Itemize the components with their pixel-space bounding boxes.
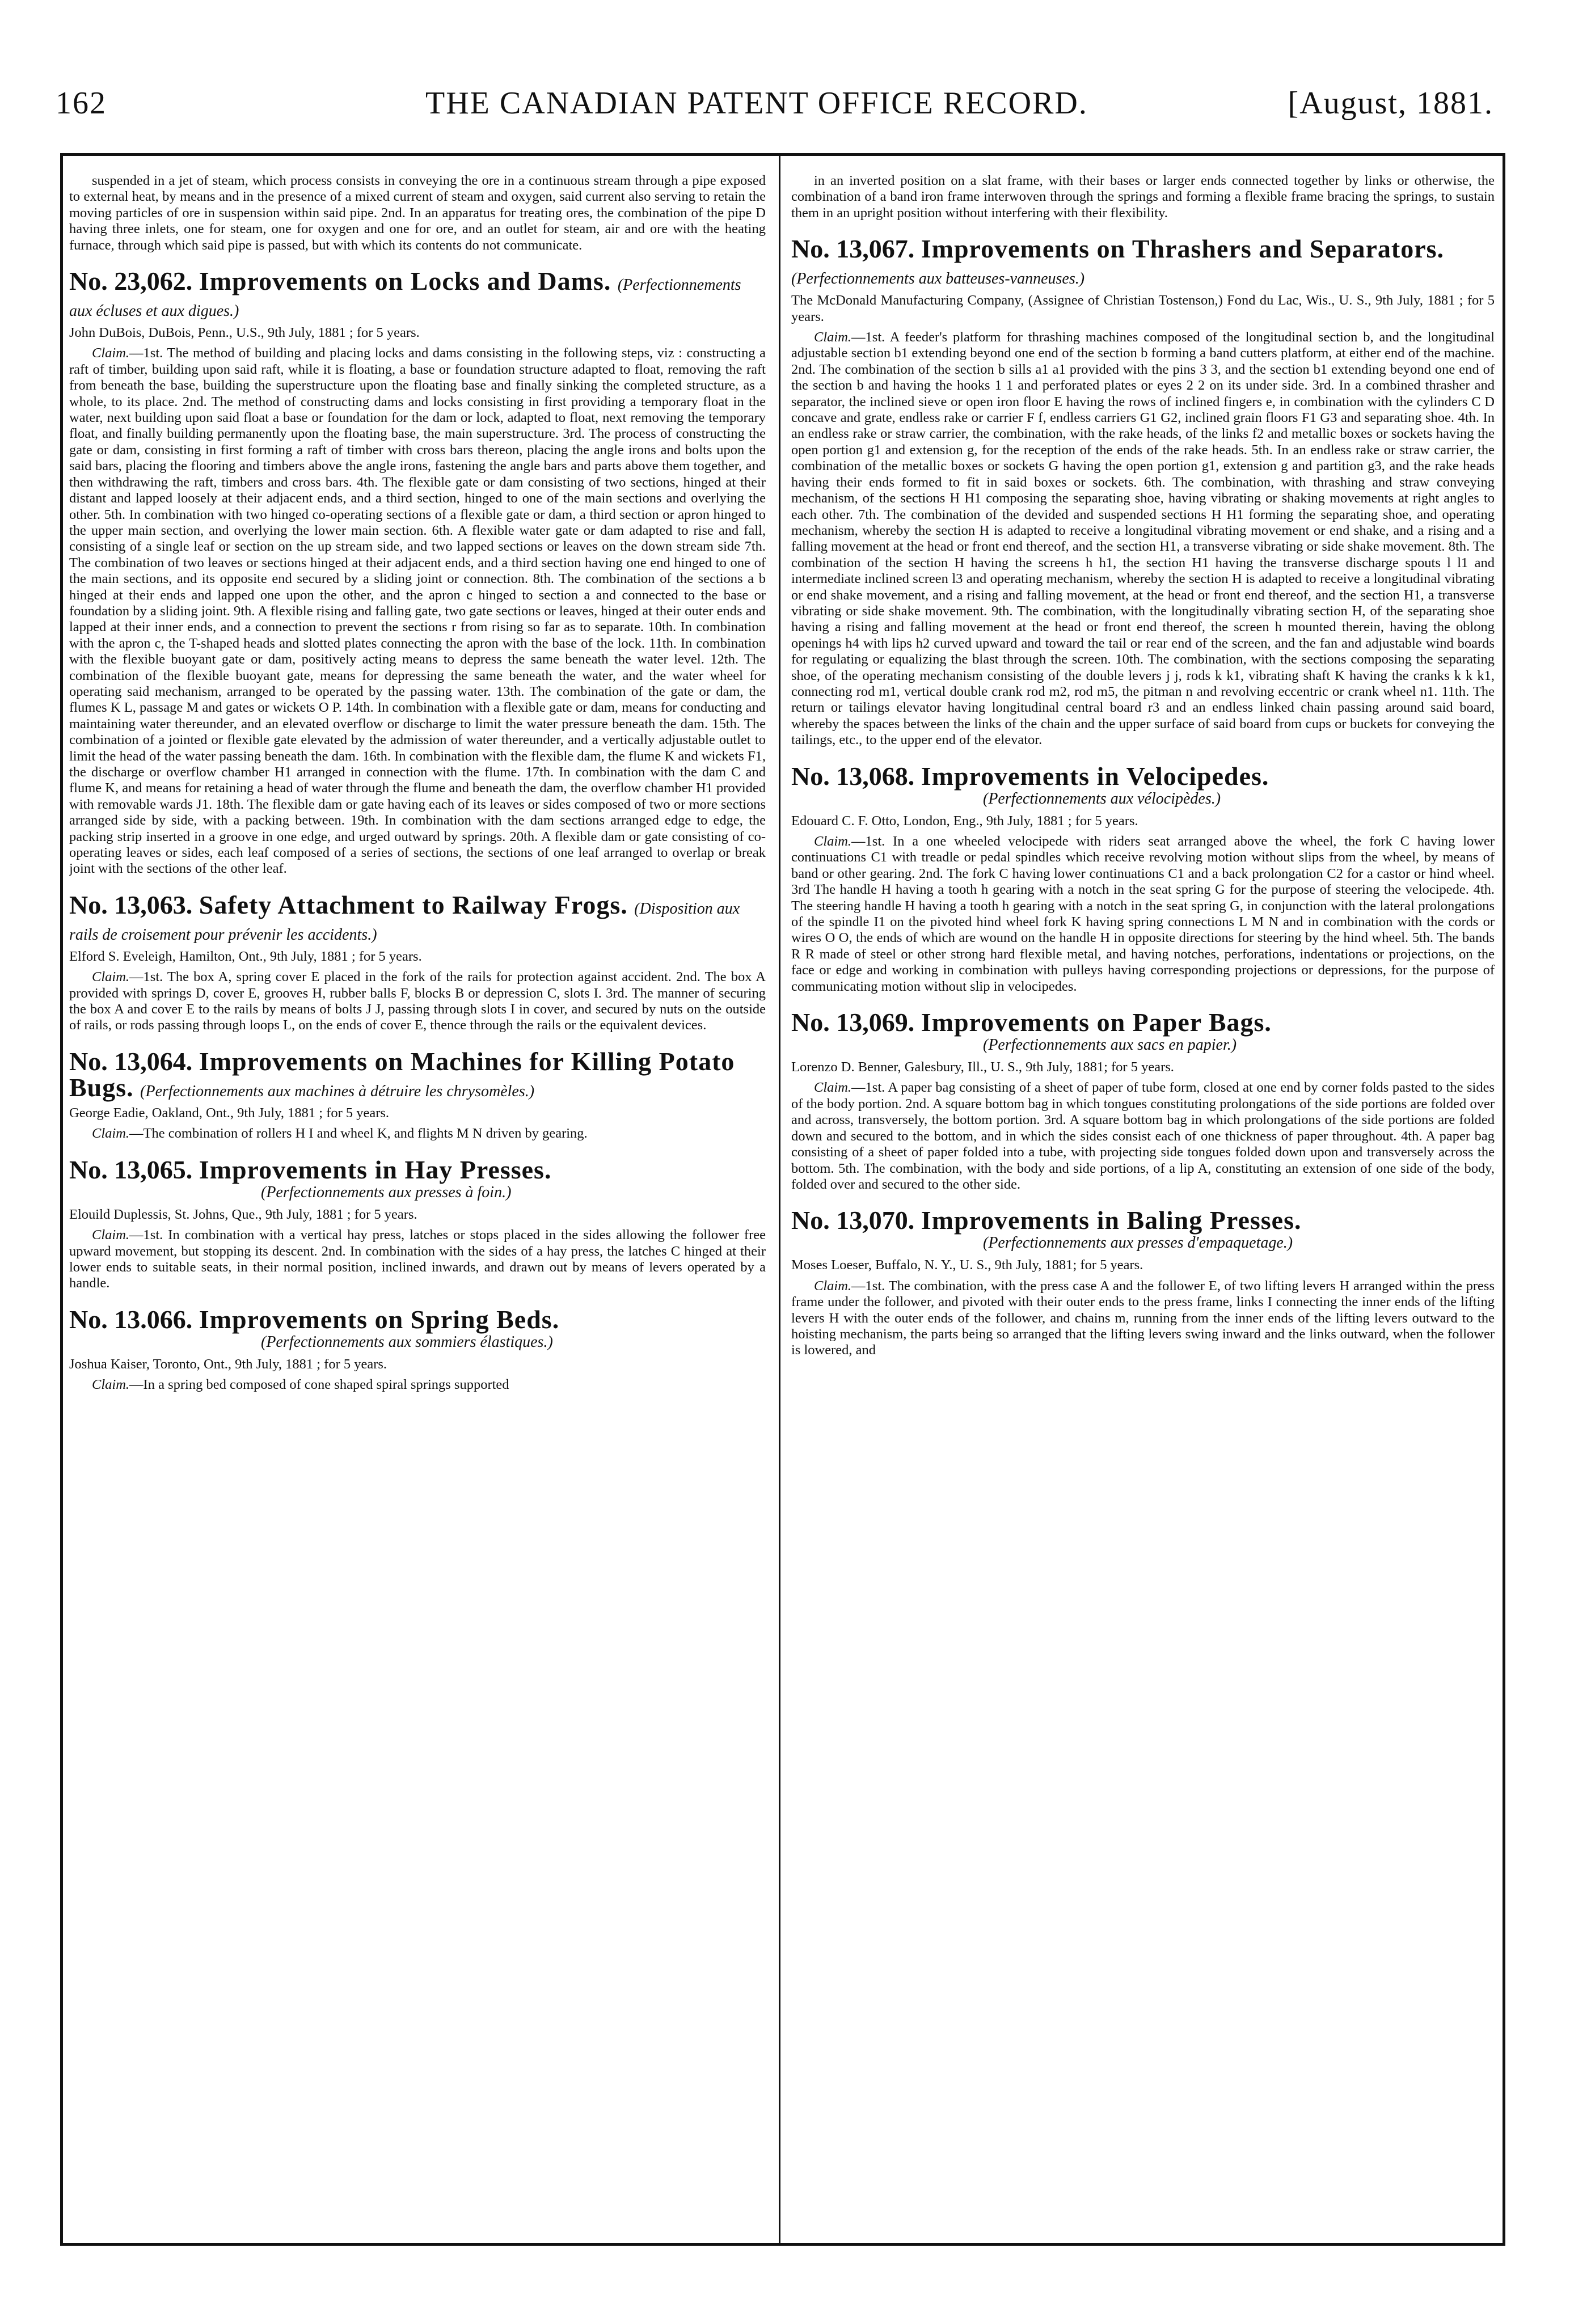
patent-inventor: Edouard C. F. Otto, London, Eng., 9th July, 1881 ; for 5 years. [791,813,1138,829]
patent-number: No. 13,068. [791,761,915,791]
patent-title: Improvements in Baling Presses. [921,1206,1302,1235]
column-divider [779,153,780,2246]
patent-claim [791,1278,1495,1359]
issue-date: [August, 1881. [1288,86,1493,121]
patent-heading [69,268,766,320]
patent-claim [69,345,766,877]
claim-text: —1st. In a one wheeled velocipede with riders seat arranged above the wheel, the fork C having lower continuations C1 with treadle or pedal spindles which receive revolving motion without slips from the wheel, by means of band or other gearing. 2nd. The fork C having lower continuations C1 and a back prolongation C2 for a castor or hind wheel. 3rd The handle H having a tooth h gearing with a notch in the seat spring G for the purpose of steering the velocipede. 4th. The steering handle H having a tooth h gearing with a notch in the seat spring G, in conjunction with the lateral prolongations of the spindle I1 on the pivoted hind wheel fork K having spring connections L M N and in combination with the cords or wires O O, the ends of which are wound on the handle H in opposite directions for steering by the hind wheel. 5th. The bands R R made of steel or other strong hard flexible metal, and having notches, perforations, indentations or projections, on the face or edge and working in combination with pulleys having corresponding projections or depressions, for the purpose of communicating motion without slip in velocipedes. [791,834,1495,994]
patent-french-title: (Perfectionnements aux presses à foin.) [261,1183,512,1201]
patent-heading [791,236,1495,288]
patent-inventor: Elouild Duplessis, St. Johns, Que., 9th July, 1881 ; for 5 years. [69,1206,417,1222]
patent-entry [69,1304,766,1393]
claim-label: Claim. [814,1278,852,1294]
patent-number: No. 13,070. [791,1206,915,1235]
patent-heading [69,1046,766,1102]
patent-entry [791,236,1495,748]
claim-text: —1st. The box A, spring cover E placed in the fork of the rails for protection against accident. 2nd. The box A provided with springs D, cover E, grooves H, rubber balls F, blocks B or depression C, slots I. 3rd. The manner of securing the box A and cover E to the rails by means of bolts J J, passing through slots I in cover, and secured by nuts on the outside of rails, or rods passing through loops L, on the ends of cover E, thence through the rails or the equivalent devices. [69,969,766,1033]
claim-text: —1st. In combination with a vertical hay press, latches or stops placed in the sides allowing the follower free upward movement, but stopping its descent. 2nd. In combination with the sides of a hay press, the latches C hinged at their lower ends to suitable seats, in their normal position, inclined inwards, and drawn out by means of levers operated by a handle. [69,1227,766,1291]
patent-entry [69,1157,766,1292]
patent-entry [69,268,766,877]
left-column [69,173,766,2232]
claim-label: Claim. [92,345,130,361]
claim-label: Claim. [814,329,852,345]
claim-label: Claim. [92,969,130,985]
patent-number: No. 13.066. [69,1304,193,1334]
patent-claim [69,969,766,1034]
patent-inventor: The McDonald Manufacturing Company, (Assignee of Christian Tostenson,) Fond du Lac, Wis., U. S., 9th July, 1881 ; for 5 years. [791,293,1495,324]
claim-label: Claim. [92,1227,130,1243]
patent-number: No. 13,067. [791,234,915,264]
patent-entry [791,1009,1495,1193]
claim-text: —1st. The method of building and placing locks and dams consisting in the following steps, viz : constructing a raft of timber, building upon said raft, while it is floating, a base or foundation structure adapted to float, removing the raft from beneath the base, building the superstructure upon the floating base and finally sinking the completed structure, as a whole, to its place. 2nd. The method of constructing dams and locks consisting in first providing a temporary float in the water, next building upon said float a base or foundation for the dam or lock, adapted to float, next removing the temporary float, and finally building permanently upon the floating base, the main superstructure. 3rd. The process of constructing the gate or dam, consisting in first forming a raft of timber with cross bars thereon, placing the angle irons and bolts upon the said bars, placing the flooring and timbers above the angle irons, fastening the angle bars and parts above them together, and then withdrawing the raft, timbers and cross bars. 4th. The flexible gate or dam consisting of two sections, hinged at their distant and lapped loosely at their adjacent ends, and a third section, hinged to one of the main sections and overlying the other. 5th. In combination with two hinged co-operating sections of a flexible gate or dam, a third section or apron hinged to the upper main section, and overlying the lower main section. 6th. A flexible water gate or dam adapted to rise and fall, consisting of a single leaf or section on the up stream side, and two lapped sections or leaves on the down stream side 7th. The combination of two leaves or sections hinged at their adjacent ends, and a third section having one end hinged to one of the main sections, and its opposite end secured by a sliding joint or connection. 8th. The combination of the sections a b hinged at their ends and lapped one upon the other, and the apron c hinged to section a and connected to the base or foundation by a sliding joint. 9th. A flexible rising and falling gate, two gate sections or leaves, hinged at their outer ends and lapped at their inner ends, and a connection to prevent the sections r from rising so far as to separate. 10th. In combination with the apron c, the T-shaped heads and slotted plates connecting the apron with the base of the lock. 11th. In combination with the flexible buoyant gate or dam, positively acting means to depress the same beneath the water level. 12th. The combination of the flexible buoyant gate, means for depressing the same beneath the water, and the water wheel for operating said mechanism, arranged to be operated by the passing water. 13th. The combination of the gate or dam, the flumes K L, passage M and gates or wickets O P. 14th. In combination with a flexible gate or dam, means for conducting and maintaining water thereunder, and an elevated overflow or discharge to limit the water pressure beneath the dam. 15th. The combination of a jointed or flexible gate elevated by the admission of water thereunder, and a vertically adjustable outlet to limit the head of the water passing beneath the dam. 16th. In combination with the flexible dam, the flume K and wickets F1, the discharge or overflow chamber H1 arranged in connection with the flume. 17th. In combination with the dam C and flume K, and means for retaining a head of water through the flume and beneath the dam, the overflow chamber H1 provided with removable wards J1. 18th. The flexible dam or gate having each of its leaves or sides composed of two or more sections arranged side by side, with a packing between. 19th. In combination with the dam sections arranged edge to edge, the packing strip inserted in a groove in one edge, and urged outward by springs. 20th. A flexible dam or gate consisting of co-operating leaves or sides, each leaf composed of a series of sections, the sections of one leaf arranged to overlap or break joint with the sections of the other leaf. [69,345,766,877]
claim-text: —1st. A feeder's platform for thrashing machines composed of the longitudinal section b, and the longitudinal adjustable section b1 extending beyond one end of the section b forming a band cutters platform, at either end of the machine. 2nd. The combination of the section b sills a1 a1 provided with the pins 3 3, and the section b1 extending beyond one end of the section b and having the hooks 1 1 and perforated plates or eyes 2 2 on its under side. 3rd. In a combined thrasher and separator, the inclined sieve or open iron floor E having the rows of inclined fingers e, in combination with the cylinders C D concave and grate, endless rake or carrier F f, endless carriers G1 G2, inclined grain floors F1 G3 and separating shoe. 4th. In an endless rake or straw carrier, the combination, with the rake heads, of the links f2 and metallic boxes or sockets having the open portion g1 and extension g, for the reception of the ends of the rake heads. 5th. In an endless rake or straw carrier, the combination of the metallic boxes or sockets G having the open portion g1, extension g and partition g3, and the rake heads having their ends formed to fit in said boxes or sockets. 6th. The combination, with thrashing and straw conveying mechanism, of the sections H H1 composing the separating shoe, having vibrating or shaking movements at right angles to each other. 7th. The combination of the devided and suspended sections H H1 forming the separating shoe, and operating mechanism, whereby the section H is adapted to receive a longitudinal vibrating movement or end shake, and a rising and a falling movement at the head or front end thereof, and the section H1, a transverse vibrating or side shake movement. 8th. The combination of the section H having the screens h h1, the section H1 having the transverse discharge spouts l l1 and intermediate inclined screen l3 and operating mechanism, whereby the section H is adapted to receive a longitudinal vibrating or end shake movement, and a rising and falling movement, at the head or front end thereof, and the section H1, a transverse vibrating or side shake movement. 9th. The combination, with the longitudinally vibrating section H, of the separating shoe having a rising and falling movement at the head or front end thereof, the screen h mounted therein, having the oblong openings h4 with lips h2 curved upward and toward the tail or rear end of the screen, and the fan and adjustable wind boards for regulating or equalizing the blast through the screen. 10th. The combination, with the sections composing the separating shoe, of the operating mechanism consisting of the double levers j j, rods k k1, vibrating shaft K having the cranks k k k1, connecting rod m1, vertical double crank rod m2, rod m5, the pitman n and revolving eccentric or crank wheel n1. 11th. The return or tailings elevator having longitudinal central board r3 and an endless linked chain passing around said board, whereby the spaces between the links of the chain and the upper surface of said board from cups or buckets for conveying the tailings, etc., to the upper end of the elevator. [791,329,1495,748]
claim-text: —The combination of rollers H I and wheel K, and flights M N driven by gearing. [129,1126,588,1142]
claim-label: Claim. [92,1126,130,1142]
patent-heading [791,763,1495,789]
patent-title: Improvements on Machines for Killing Potato Bugs. [69,1046,735,1102]
patent-french-title: (Disposition aux rails de croisement pour prévenir les accidents.) [69,899,740,944]
continued-text: in an inverted position on a slat frame, with their bases or larger ends connected together by links or otherwise, the combination of a band iron frame interwoven through the springs and forming a flexible frame bracing the springs, to sustain them in an upright position without interfering with their flexibility. [791,173,1495,221]
patent-claim [69,1126,766,1142]
claim-label: Claim. [814,834,852,849]
right-column [791,173,1495,2232]
patent-number: No. 13,069. [791,1008,915,1037]
patent-title: Safety Attachment to Railway Frogs. [199,890,628,919]
patent-claim [69,1377,766,1393]
patent-french-title: (Perfectionnements aux sacs en papier.) [983,1036,1237,1054]
running-title: THE CANADIAN PATENT OFFICE RECORD. [425,86,1088,121]
patent-claim [69,1227,766,1292]
patent-inventor: John DuBois, DuBois, Penn., U.S., 9th July, 1881 ; for 5 years. [69,325,420,341]
patent-title: Improvements on Paper Bags. [921,1008,1272,1037]
patent-french-title: (Perfectionnements aux écluses et aux digues.) [69,276,741,320]
claim-text: —1st. The combination, with the press case A and the follower E, of two lifting levers H arranged within the press frame under the follower, and pivoted with their outer ends to the press frame, links I connecting the inner ends of the lifting levers H with the outer ends of the follower, and chains m, running from the inner ends of the lifting levers outward to the hoisting mechanism, the parts being so arranged that the lifting levers swing inward and the links outward, when the follower is lowered, and [791,1278,1495,1358]
patent-claim [791,1080,1495,1193]
patent-heading [791,1207,1495,1233]
patent-claim [791,329,1495,749]
claim-text: —1st. A paper bag consisting of a sheet of paper of tube form, closed at one end by corner folds pasted to the sides of the body portion. 2nd. A square bottom bag in which tongues constituting prolongations of the side portions are folded over and across, transversely, the bottom portion. 3rd. A square bottom bag in which prolongations of the side portions are folded down and secured to the bottom, and in which the sides consist each of one thickness of paper throughout. 4th. A paper bag consisting of a sheet of paper folded into a tube, with projecting side tongues folded down upon and transversely across the bottom. 5th. The combination, with the body and side portions, of a lip A, constituting an extension of one side of the body, folded over and secured to the other side. [791,1080,1495,1192]
page-number: 162 [56,86,107,121]
patent-inventor: Moses Loeser, Buffalo, N. Y., U. S., 9th July, 1881; for 5 years. [791,1257,1143,1273]
patent-french-title: (Perfectionnements aux batteuses-vanneuses.) [791,270,1085,288]
patent-french-title: (Perfectionnements aux presses d'empaquetage.) [983,1234,1293,1252]
patent-french-title: (Perfectionnements aux machines à détruire les chrysomèles.) [140,1082,535,1100]
patent-title: Improvements in Hay Presses. [199,1155,552,1184]
patent-title: Improvements on Thrashers and Separators. [921,234,1445,264]
patent-inventor: Elford S. Eveleigh, Hamilton, Ont., 9th July, 1881 ; for 5 years. [69,948,422,964]
claim-text: —In a spring bed composed of cone shaped spiral springs supported [129,1377,509,1393]
claim-label: Claim. [814,1080,852,1096]
patent-heading [69,892,766,944]
patent-inventor: Joshua Kaiser, Toronto, Ont., 9th July, 1881 ; for 5 years. [69,1356,387,1372]
patent-claim [791,834,1495,995]
patent-title: Improvements in Velocipedes. [921,761,1269,791]
patent-number: No. 13,065. [69,1155,193,1184]
patent-entry [69,1046,766,1142]
patent-heading [791,1009,1495,1036]
patent-inventor: Lorenzo D. Benner, Galesbury, Ill., U. S., 9th July, 1881; for 5 years. [791,1059,1174,1075]
patent-french-title: (Perfectionnements aux vélocipèdes.) [983,789,1221,808]
patent-inventor: George Eadie, Oakland, Ont., 9th July, 1881 ; for 5 years. [69,1105,390,1121]
patent-title: Improvements on Locks and Dams. [199,267,611,296]
patent-number: No. 13,063. [69,890,193,919]
patent-number: No. 13,064. [69,1046,193,1076]
patent-title: Improvements on Spring Beds. [199,1304,560,1334]
patent-heading [69,1157,766,1183]
continued-text: suspended in a jet of steam, which process consists in conveying the ore in a continuous stream through a pipe exposed to external heat, by means and in the presence of a mixed current of steam and oxygen, said current also serving to retain the moving particles of ore in suspension within said pipe. 2nd. In an apparatus for treating ores, the combination of the pipe D having three inlets, one for steam, one for oxygen and one for ore, and an outlet for steam, air and ore with the heating furnace, through which said pipe is passed, but with which its contents do not communicate. [69,173,766,253]
patent-entry [69,892,766,1034]
patent-french-title: (Perfectionnements aux sommiers élastiques.) [261,1333,553,1351]
claim-label: Claim. [92,1377,130,1393]
patent-number: No. 23,062. [69,267,193,296]
patent-entry [791,1207,1495,1358]
patent-heading [69,1304,766,1334]
patent-entry [791,763,1495,995]
